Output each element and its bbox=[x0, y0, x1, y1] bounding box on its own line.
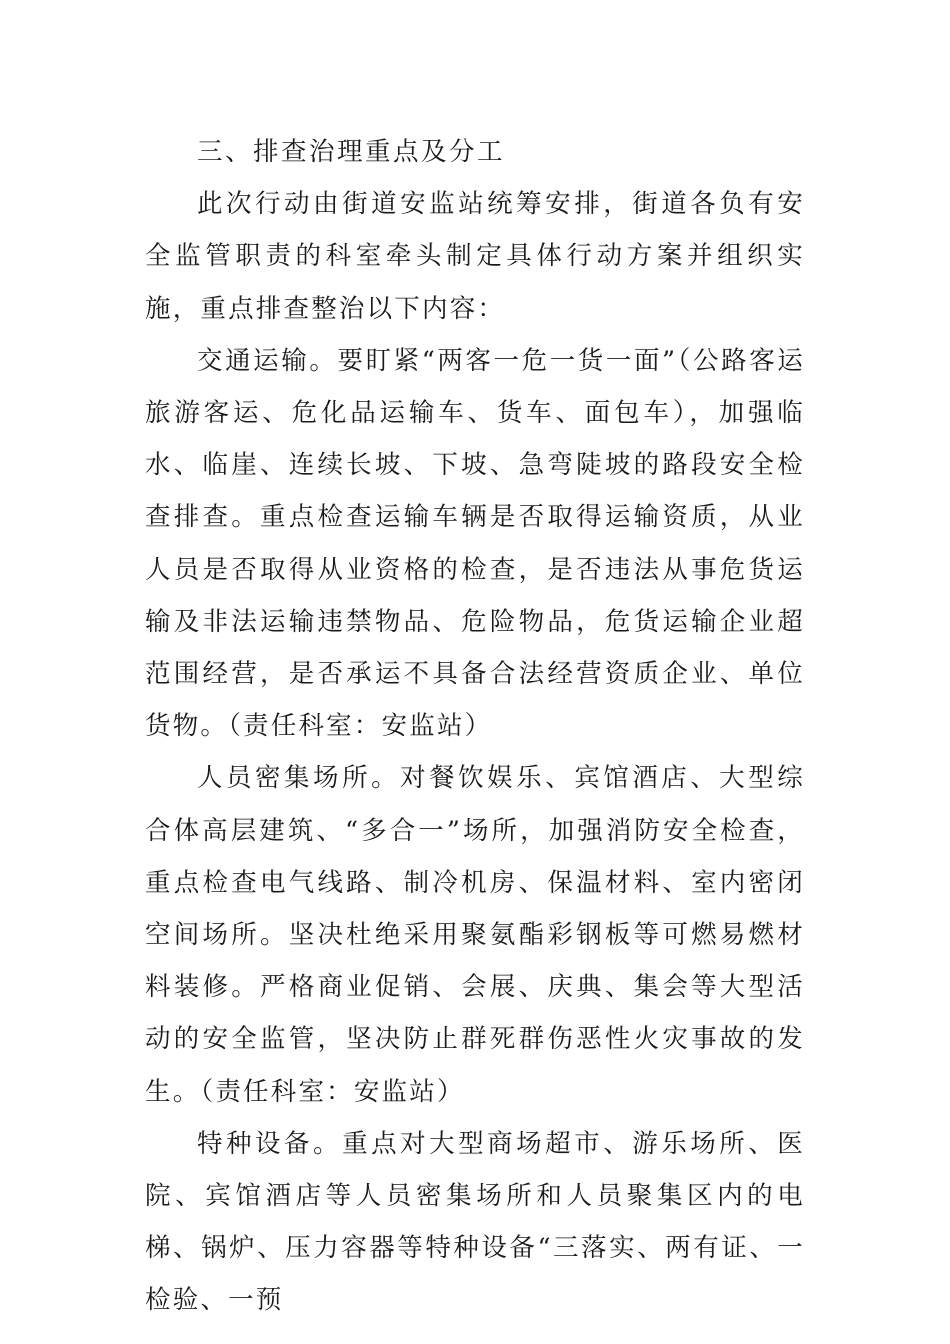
paragraph-special-equipment: 特种设备。重点对大型商场超市、游乐场所、医院、宾馆酒店等人员密集场所和人员聚集区内的电梯、锅炉、压力容器等特种设备“三落实、两有证、一检验、一预 bbox=[145, 1128, 805, 1316]
paragraph-intro: 此次行动由街道安监站统筹安排，街道各负有安全监管职责的科室牵头制定具体行动方案并组织实施，重点排查整治以下内容： bbox=[145, 189, 805, 324]
document-body bbox=[145, 126, 805, 1327]
section-heading: 三、排查治理重点及分工 bbox=[197, 137, 506, 167]
paragraph-crowded-places: 人员密集场所。对餐饮娱乐、宾馆酒店、大型综合体高层建筑、“多合一”场所，加强消防安全检查，重点检查电气线路、制冷机房、保温材料、室内密闭空间场所。坚决杜绝采用聚氨酯彩钢板等可燃易燃材料装修。严格商业促销、会展、庆典、集会等大型活动的安全监管，坚决防止群死群伤恶性火灾事故的发生。（责任科室：安监站） bbox=[145, 763, 805, 1107]
paragraph-transport: 交通运输。要盯紧“两客一危一货一面”（公路客运旅游客运、危化品运输车、货车、面包车），加强临水、临崖、连续长坡、下坡、急弯陡坡的路段安全检查排查。重点检查运输车辆是否取得运输资质，从业人员是否取得从业资格的检查，是否违法从事危货运输及非法运输违禁物品、危险物品，危货运输企业超范围经营，是否承运不具备合法经营资质企业、单位货物。（责任科室：安监站） bbox=[145, 345, 805, 742]
